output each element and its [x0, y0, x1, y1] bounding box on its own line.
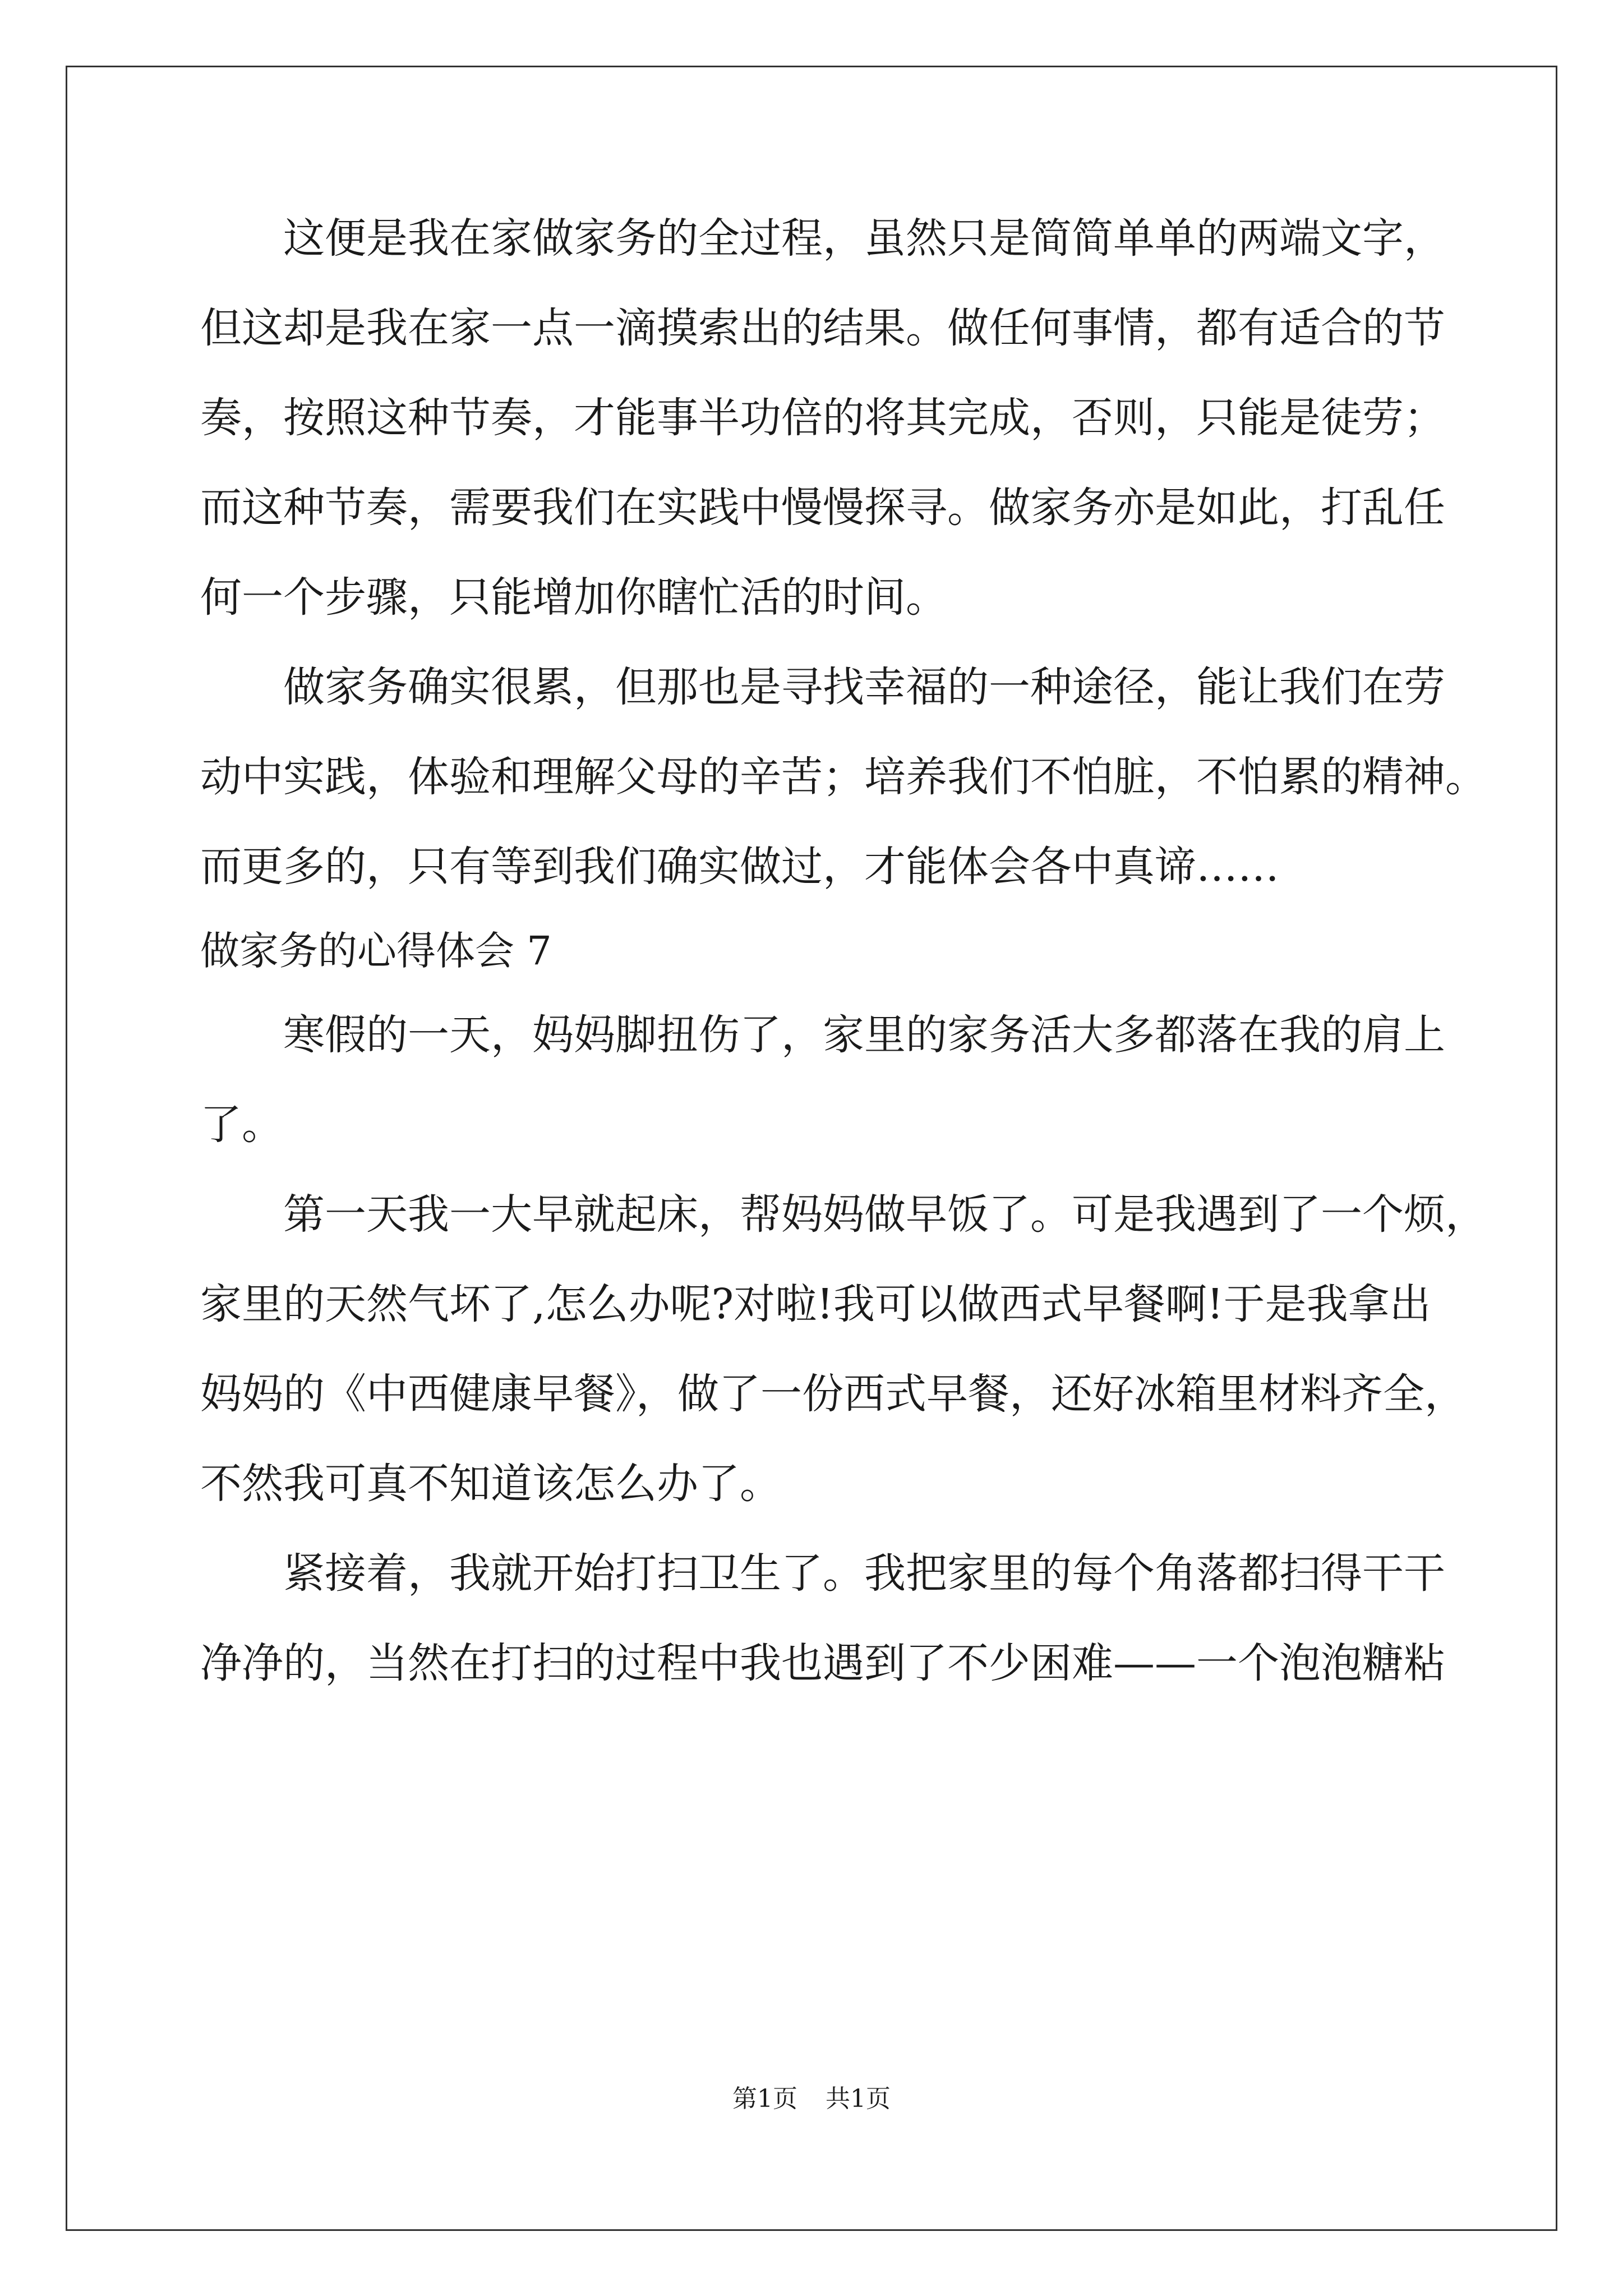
paragraph-line: 何一个步骤，只能增加你瞎忙活的时间。	[200, 573, 947, 622]
paragraph-line: 紧接着，我就开始打扫卫生了。我把家里的每个角落都扫得干干	[283, 1549, 1445, 1598]
paragraph-line: 做家务确实很累，但那也是寻找幸福的一种途径，能让我们在劳	[283, 663, 1445, 711]
paragraph-line: 妈妈的《中西健康早餐》，做了一份西式早餐，还好冰箱里材料齐全，	[200, 1370, 1466, 1418]
paragraph-line: 第一天我一大早就起床，帮妈妈做早饭了。可是我遇到了一个烦，	[283, 1190, 1487, 1239]
paragraph-line: 但这却是我在家一点一滴摸索出的结果。做任何事情，都有适合的节	[200, 304, 1445, 352]
paragraph-line: 家里的天然气坏了,怎么办呢?对啦!我可以做西式早餐啊!于是我拿出	[200, 1280, 1431, 1328]
paragraph-line: 不然我可真不知道该怎么办了。	[200, 1460, 781, 1508]
section-heading: 做家务的心得体会 7	[200, 928, 552, 974]
paragraph-line: 这便是我在家做家务的全过程，虽然只是简简单单的两端文字，	[283, 214, 1445, 263]
page-footer	[0, 2078, 1623, 2114]
paragraph-line: 净净的，当然在打扫的过程中我也遇到了不少困难——一个泡泡糖粘	[200, 1639, 1445, 1687]
paragraph-line: 而这种节奏，需要我们在实践中慢慢探寻。做家务亦是如此，打乱任	[200, 484, 1445, 532]
page-number: 第1页	[732, 2085, 797, 2113]
paragraph-line: 了。	[200, 1101, 283, 1149]
page-total: 共1页	[826, 2085, 891, 2113]
paragraph-line: 寒假的一天，妈妈脚扭伤了，家里的家务活大多都落在我的肩上	[283, 1011, 1445, 1059]
paragraph-line: 奏，按照这种节奏，才能事半功倍的将其完成，否则，只能是徒劳；	[200, 394, 1445, 442]
paragraph-line: 动中实践，体验和理解父母的辛苦；培养我们不怕脏，不怕累的精神。	[200, 753, 1487, 801]
paragraph-line: 而更多的，只有等到我们确实做过，才能体会各中真谛……	[200, 843, 1279, 891]
